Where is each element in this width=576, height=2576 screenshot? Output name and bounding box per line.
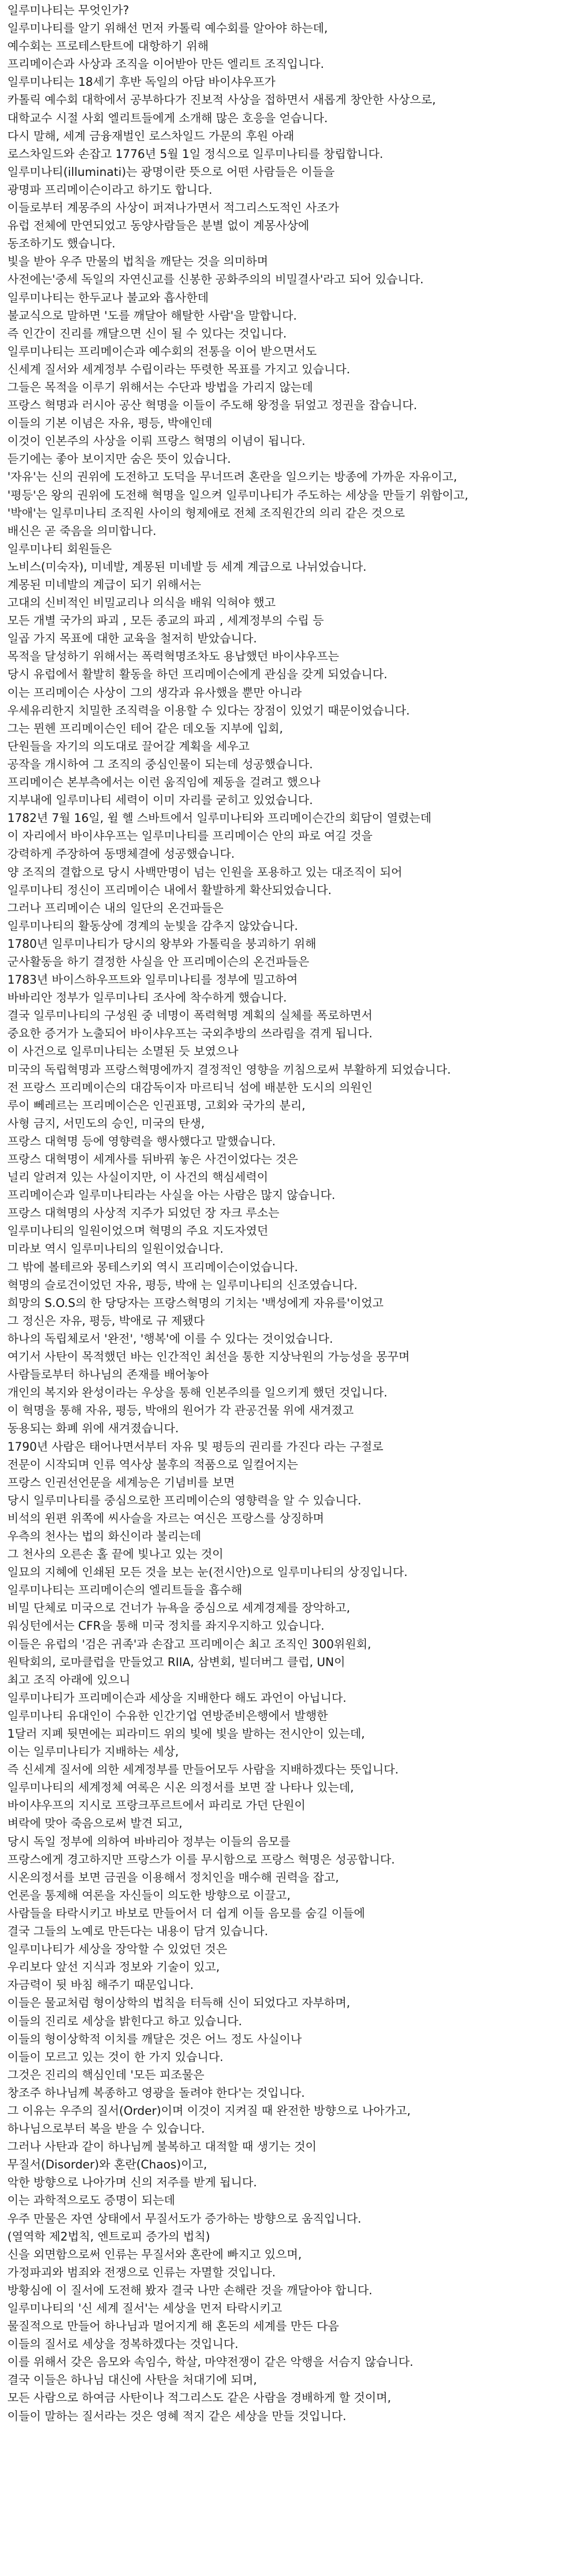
- text-line: 동용되는 화폐 위에 새겨졌습니다.: [7, 1422, 179, 1436]
- text-line: 일루미나티는 프리메이슨과 예수회의 전통을 이어 받으면서도: [7, 345, 317, 359]
- text-line: 일루미나티는 18세기 후반 독일의 아담 바이샤우프가: [7, 76, 276, 90]
- text-line: 악한 방향으로 나아가며 신의 저주를 받게 됩니다.: [7, 2176, 257, 2190]
- text-line: 고대의 신비적인 비밀교리나 의식을 배워 익혀야 했고: [7, 597, 276, 610]
- text-line: 시온의정서를 보면 금권을 이용해서 정치인을 매수해 권력을 잡고,: [7, 1871, 339, 1885]
- text-line: 불교식으로 말하면 '도를 깨달아 해탈한 사람'을 말합니다.: [7, 309, 297, 323]
- text-line: 희망의 S.O.S의 한 당당자는 프랑스혁명의 기치는 '백성에게 자유를'이었고: [7, 1296, 384, 1310]
- text-line: 일루미나티는 무엇인가?: [7, 4, 130, 17]
- text-line: 결국 이들은 하나님 대신에 사탄을 처대기에 되며,: [7, 2374, 257, 2387]
- text-line: 우세유리한지 치밀한 조직력을 이용할 수 있다는 장점이 있었기 때문이었습니다.: [7, 704, 410, 718]
- text-line: 신세계 질서와 세계정부 수립이라는 뚜렷한 목표를 가지고 있습니다.: [7, 363, 351, 377]
- text-line: '평등'은 왕의 권위에 도전해 혁명을 일으켜 일루미나티가 주도하는 세상을 만들기 위함이고,: [7, 489, 469, 502]
- text-line: 계몽된 미네발의 계급이 되기 위해서는: [7, 579, 202, 592]
- text-line: 프리메이슨과 일루미나티라는 사실을 아는 사람은 많지 않습니다.: [7, 1189, 335, 1203]
- text-line: 워싱턴에서는 CFR을 통해 미국 정치를 좌지우지하고 있습니다.: [7, 1620, 325, 1633]
- text-line: 군사활동을 하기 결정한 사실을 안 프리메이슨의 온건파들은: [7, 955, 310, 969]
- text-line: 배신은 곧 죽음을 의미합니다.: [7, 524, 156, 538]
- text-line: 여기서 사탄이 목적했던 바는 인간적인 최선을 통한 지상낙원의 가능성을 몽꾸며: [7, 1351, 410, 1364]
- text-line: 이들의 질서로 세상을 정복하겠다는 것입니다.: [7, 2338, 239, 2352]
- text-line: 자금력이 뒷 바침 해주기 때문입니다.: [7, 1979, 194, 1993]
- text-line: 하나님으로부터 복을 받을 수 있습니다.: [7, 2123, 205, 2136]
- text-line: 노비스(미숙자), 미네발, 계몽된 미네발 등 세계 계급으로 나뉘었습니다.: [7, 560, 367, 574]
- text-line: 이들의 기본 이념은 자유, 평등, 박애인데: [7, 417, 212, 431]
- text-line: 공작을 개시하여 그 조직의 중심인물이 되는데 성공했습니다.: [7, 758, 313, 771]
- text-line: 그러나 사탄과 같이 하나님께 불복하고 대적할 때 생기는 것이: [7, 2141, 317, 2154]
- text-line: 널리 알려져 있는 사실이지만, 이 사건의 핵심세력이: [7, 1171, 269, 1185]
- text-line: 광명파 프리메이슨이라고 하기도 합니다.: [7, 183, 213, 197]
- text-line: 이들의 형이상학적 이치를 깨달은 것은 어느 정도 사실이나: [7, 2033, 302, 2046]
- text-line: 이는 프리메이슨 사상이 그의 생각과 유사했을 뿐만 아니라: [7, 686, 302, 700]
- text-line: 사전에는'중세 독일의 자연신교를 신봉한 공화주의의 비밀결사'라고 되어 있습니다.: [7, 273, 424, 287]
- text-line: 예수회는 프로테스탄트에 대항하기 위해: [7, 40, 209, 54]
- text-line: 1783년 바이스하우프트와 일루미나티를 정부에 밀고하여: [7, 974, 298, 987]
- text-line: 프랑스 대혁명 등에 영향력을 행사했다고 말했습니다.: [7, 1135, 276, 1148]
- text-line: 이들의 진리로 세상을 밝힌다고 하고 있습니다.: [7, 2015, 242, 2028]
- text-line: '박애'는 일루미나티 조직원 사이의 형제애로 전체 조직원간의 의리 같은 것으로: [7, 507, 405, 520]
- text-line: 이들은 물교처럼 형이상학의 법칙을 터득해 신이 되었다고 자부하며,: [7, 1997, 351, 2010]
- text-line: 프리메이슨과 사상과 조직을 이어받아 만든 엘리트 조직입니다.: [7, 58, 324, 72]
- text-line: 이를 위해서 갖은 음모와 속임수, 학살, 마약전쟁이 같은 악행을 서슴지 않습니다.: [7, 2356, 413, 2370]
- text-line: 일묘의 지혜에 인쇄된 모든 것을 보는 눈(전시안)으로 일루미나티의 상징입니다.: [7, 1566, 408, 1580]
- text-line: 일루미나티(illuminati)는 광명이란 뜻으로 어떤 사람들은 이들을: [7, 165, 335, 179]
- text-line: 이는 과학적으로도 증명이 되는데: [7, 2194, 175, 2208]
- text-line: 벼락에 맞아 죽음으로써 발견 되고,: [7, 1817, 183, 1831]
- text-line: 동조하기도 했습니다.: [7, 237, 116, 251]
- text-line: 비밀 단체로 미국으로 건너가 뉴욕을 중심으로 세계경제를 장악하고,: [7, 1602, 351, 1616]
- text-line: 일루미나티의 '신 세계 질서'는 세상을 먼저 타락시키고: [7, 2302, 282, 2315]
- text-line: 듣기에는 좋아 보이지만 숨은 뜻이 있습니다.: [7, 453, 231, 467]
- text-line: 이 자리에서 바이샤우프는 일루미나티를 프리메이슨 안의 파로 여길 것을: [7, 830, 373, 844]
- text-line: 전 프랑스 프리메이슨의 대감독이자 마르티닉 섬에 배분한 도시의 의원인: [7, 1081, 373, 1095]
- text-line: 당시 일루미나티를 중심으로한 프리메이슨의 영향력을 알 수 있습니다.: [7, 1494, 362, 1508]
- text-line: 목적을 달성하기 위해서는 폭력혁명조차도 용납했던 바이샤우프는: [7, 650, 340, 664]
- text-line: 개인의 복지와 완성이라는 우상을 통해 인본주의를 일으키게 했던 것입니다.: [7, 1386, 388, 1400]
- text-line: 카톨릭 예수회 대학에서 공부하다가 진보적 사상을 접하면서 새롭게 창안한 사상으로,: [7, 94, 436, 107]
- text-line: 일루미나티가 세상을 장악할 수 있었던 것은: [7, 1943, 227, 1957]
- text-line: 그 밖에 볼테르와 몽테스키외 역시 프리메이슨이었습니다.: [7, 1261, 299, 1274]
- text-line: 사람들을 타락시키고 바보로 만들어서 더 쉽게 이들 음모를 숨길 이들에: [7, 1907, 365, 1920]
- text-line: 일루미나티 회원들은: [7, 542, 112, 556]
- text-line: 양 조직의 결합으로 당시 사백만명이 넘는 인원을 포용하고 있는 대조직이 되어: [7, 866, 402, 879]
- text-line: 루이 뻬레르는 프리메이슨은 인권표명, 고회와 국가의 분리,: [7, 1099, 305, 1113]
- text-line: 일루미나티는 한두교나 불교와 흡사한데: [7, 291, 209, 305]
- text-line: 이것이 인본주의 사상을 이뤄 프랑스 혁명의 이념이 됩니다.: [7, 435, 305, 449]
- text-line: 원탁회의, 로마클럽을 만들었고 RIIA, 삼변회, 빌더버그 클럽, UN이: [7, 1656, 345, 1669]
- text-line: 우주 만물은 자연 상태에서 무질서도가 증가하는 방향으로 움직입니다.: [7, 2212, 362, 2226]
- text-line: 그들은 목적을 이루기 위해서는 수단과 방법을 가리지 않는데: [7, 381, 313, 394]
- text-line: 가정파괴와 범죄와 전쟁으로 인류는 자멸할 것입니다.: [7, 2266, 276, 2280]
- text-line: 프랑스 인권선언문을 세계능은 기념비를 보면: [7, 1476, 235, 1490]
- text-line: 사람들로부터 하나님의 존재를 배어놓아: [7, 1369, 209, 1382]
- text-line: 모든 사람으로 하여금 사탄이나 적그리스도 같은 사람을 경배하게 할 것이며,: [7, 2392, 391, 2405]
- text-line: 일루미나티의 활동상에 경계의 눈빛을 감추지 않았습니다.: [7, 919, 299, 933]
- text-line: 그 천사의 오른손 홀 끝에 빛나고 있는 것이: [7, 1548, 224, 1562]
- text-line: 단원들을 자기의 의도대로 끌어갈 계획을 세우고: [7, 740, 250, 754]
- text-line: '자유'는 신의 권위에 도전하고 도덕을 무너뜨려 혼란을 일으키는 방종에 가까운 자유이고,: [7, 471, 458, 484]
- text-line: 결국 일루미나티의 구성원 중 네명이 폭력혁명 계획의 실체를 폭로하면서: [7, 1009, 373, 1023]
- text-line: 그 정신은 자유, 평등, 박애로 규 제됐다: [7, 1314, 205, 1328]
- text-line: 1달러 지폐 뒷면에는 피라미드 위의 빛에 빛을 발하는 전시안이 있는데,: [7, 1728, 365, 1741]
- text-line: 일루미나티 정신이 프리메이슨 내에서 활발하게 확산되었습니다.: [7, 884, 332, 897]
- text-line: 비석의 윈편 위쪽에 씨사슬을 자르는 여신은 프랑스를 상징하며: [7, 1512, 324, 1525]
- text-line: 그러나 프리메이슨 내의 일단의 온건파들은: [7, 901, 224, 915]
- text-line: 1780년 일루미나티가 당시의 왕부와 가톨릭을 붕괴하기 위해: [7, 937, 316, 951]
- text-line: 바이샤우프의 지시로 프랑크푸르트에서 파리로 가던 단원이: [7, 1799, 306, 1813]
- text-line: 이들로부터 계몽주의 사상이 퍼져나가면서 적그리스도적인 사조가: [7, 202, 340, 215]
- text-line: 강력하게 주장하여 동맹체결에 성공했습니다.: [7, 848, 235, 861]
- text-line: 모든 개별 국가의 파괴 , 모든 종교의 파괴 , 세계정부의 수립 등: [7, 615, 324, 628]
- text-line: 이는 일루미나티가 지배하는 세상,: [7, 1746, 179, 1759]
- text-line: 일루미나티는 프리메이슨의 엘리트들을 흡수해: [7, 1584, 243, 1598]
- text-line: 사형 금지, 서민도의 승인, 미국의 탄생,: [7, 1117, 205, 1131]
- text-line: 방황심에 이 질서에 도전해 봤자 결국 나만 손해란 것을 깨달아야 합니다.: [7, 2284, 373, 2297]
- text-line: 이들이 모르고 있는 것이 한 가지 있습니다.: [7, 2050, 224, 2064]
- text-line: 프랑스에게 경고하지만 프랑스가 이를 무시함으로 프랑스 혁명은 성공합니다.: [7, 1853, 395, 1867]
- text-line: 미국의 독립혁명과 프랑스혁명에까지 결정적인 영향을 끼침으로써 부활하게 되었습니다.: [7, 1063, 451, 1077]
- text-line: 물질적으로 만들어 하나님과 멀어지게 해 혼돈의 세계를 만든 다음: [7, 2320, 339, 2334]
- text-line: 빛을 받아 우주 만물의 법칙을 깨닫는 것을 의미하며: [7, 255, 269, 269]
- text-line: 프랑스 대혁명의 사상적 지주가 되었던 장 자크 루소는: [7, 1207, 280, 1221]
- text-line: 일루미나티의 세계정체 여록은 시온 의정서를 보면 잘 나타나 있는데,: [7, 1781, 354, 1795]
- text-line: 다시 말해, 세계 금융재벌인 로스차일드 가문의 후원 아래: [7, 130, 294, 143]
- text-line: 즉 신세계 질서에 의한 세계정부를 만들어모두 사람을 지배하겠다는 뜻입니다.: [7, 1763, 399, 1777]
- text-line: 바바리안 정부가 일루미나티 조사에 착수하게 했습니다.: [7, 992, 287, 1005]
- text-line: 당시 독일 정부에 의하여 바바리아 정부는 이들의 음모를: [7, 1835, 291, 1849]
- text-line: 이들이 말하는 질서라는 것은 영혜 적지 같은 세상을 만들 것입니다.: [7, 2410, 346, 2423]
- text-line: 즉 인간이 진리를 깨달으면 신이 될 수 있다는 것입니다.: [7, 327, 287, 341]
- text-line: 우측의 천사는 법의 화신이라 불리는데: [7, 1530, 202, 1543]
- text-line: 혁명의 슬로건이었던 자유, 평등, 박애 는 일루미나티의 신조였습니다.: [7, 1279, 357, 1292]
- text-line: 최고 조직 아래에 있으니: [7, 1673, 131, 1687]
- text-line: 대학교수 시절 사회 엘리트들에게 소개해 많은 호응을 얻습니다.: [7, 112, 328, 125]
- text-line: 이 혁명을 통해 자유, 평등, 박애의 원어가 각 관공건물 위에 새겨졌고: [7, 1404, 354, 1418]
- text-line: 하나의 독립체로서 '완전', '행복'에 이를 수 있다는 것이었습니다.: [7, 1332, 333, 1346]
- text-line: 유럽 전체에 만연되었고 동양사람들은 분별 없이 계몽사상에: [7, 220, 310, 233]
- text-line: 우리보다 앞선 지식과 정보와 기술이 있고,: [7, 1961, 220, 1975]
- text-line: 그 이유는 우주의 질서(Order)이며 이것이 지켜질 때 완전한 방향으로 나아가고,: [7, 2104, 411, 2118]
- text-line: 중요한 증거가 노출되어 바이샤우프는 국외추방의 쓰라림을 겪게 됩니다.: [7, 1027, 373, 1041]
- text-line: 프리메이슨 본부측에서는 이런 움직임에 제동을 걸려고 했으나: [7, 776, 321, 790]
- text-line: (열역학 제2법칙, 엔트로피 증가의 법칙): [7, 2230, 210, 2244]
- text-line: 창조주 하나님께 복종하고 영광을 돌려야 한다'는 것입니다.: [7, 2086, 305, 2100]
- text-line: 언론을 통제해 여론을 자신들이 의도한 방향으로 이끌고,: [7, 1889, 291, 1903]
- text-line: 일루미나티 유대인이 수유한 인간기업 연방준비은행에서 발행한: [7, 1709, 328, 1723]
- text-line: 전문이 시작되며 인류 역사상 불후의 적품으로 일컬어지는: [7, 1458, 299, 1472]
- text-line: 일루미나티의 일원이었으며 혁명의 주요 지도자였던: [7, 1225, 269, 1239]
- text-line: 당시 유럽에서 활발히 활동을 하던 프리메이슨에게 관심을 갖게 되었습니다.: [7, 668, 388, 682]
- text-line: 프랑스 대혁명이 세계사를 뒤바꿔 놓은 사건이었다는 것은: [7, 1153, 299, 1166]
- text-line: 미라보 역시 일루미나티의 일원이었습니다.: [7, 1243, 224, 1256]
- text-line: 일루미나티가 프리메이슨과 세상을 지배한다 해도 과언이 아닙니다.: [7, 1691, 347, 1705]
- text-line: 결국 그들의 노예로 만든다는 내용이 담겨 있습니다.: [7, 1925, 269, 1939]
- text-line: 지부내에 일루미나티 세력이 이미 자리를 굳히고 있었습니다.: [7, 794, 313, 808]
- text-line: 1782년 7월 16일, 윌 헬 스바트에서 일루미나티와 프리메이슨간의 회담이 열렸는데: [7, 812, 432, 826]
- text-line: 프랑스 혁명과 러시아 공산 혁명을 이들이 주도해 왕정을 뒤엎고 정권을 잡습니다.: [7, 399, 418, 413]
- text-line: 신을 외면함으로써 인류는 무질서와 혼란에 빠지고 있으며,: [7, 2248, 302, 2262]
- text-line: 무질서(Disorder)와 혼란(Chaos)이고,: [7, 2158, 207, 2172]
- text-line: 그는 뮌헨 프리메이슨인 테어 같은 데오돌 지부에 입회,: [7, 722, 283, 736]
- text-line: 그것은 진리의 핵심인데 '모든 피조물은: [7, 2068, 205, 2082]
- text-line: 일곱 가지 목표에 대한 교육을 철저히 받았습니다.: [7, 632, 257, 646]
- text-line: 이 사건으로 일루미나티는 소멸된 듯 보였으나: [7, 1045, 239, 1059]
- text-line: 일루미나티를 알기 위해선 먼저 카톨릭 예수회를 알아야 하는데,: [7, 22, 328, 36]
- text-line: 이들은 유럽의 '검은 귀족'과 손잡고 프리메이슨 최고 조직인 300위원회,: [7, 1638, 371, 1651]
- text-line: 1790년 사람은 태어나면서부터 자유 및 평등의 권리를 가진다 라는 구절로: [7, 1440, 383, 1454]
- text-line: 로스차일드와 손잡고 1776년 5월 1일 정식으로 일루미나티를 창립합니다.: [7, 147, 383, 161]
